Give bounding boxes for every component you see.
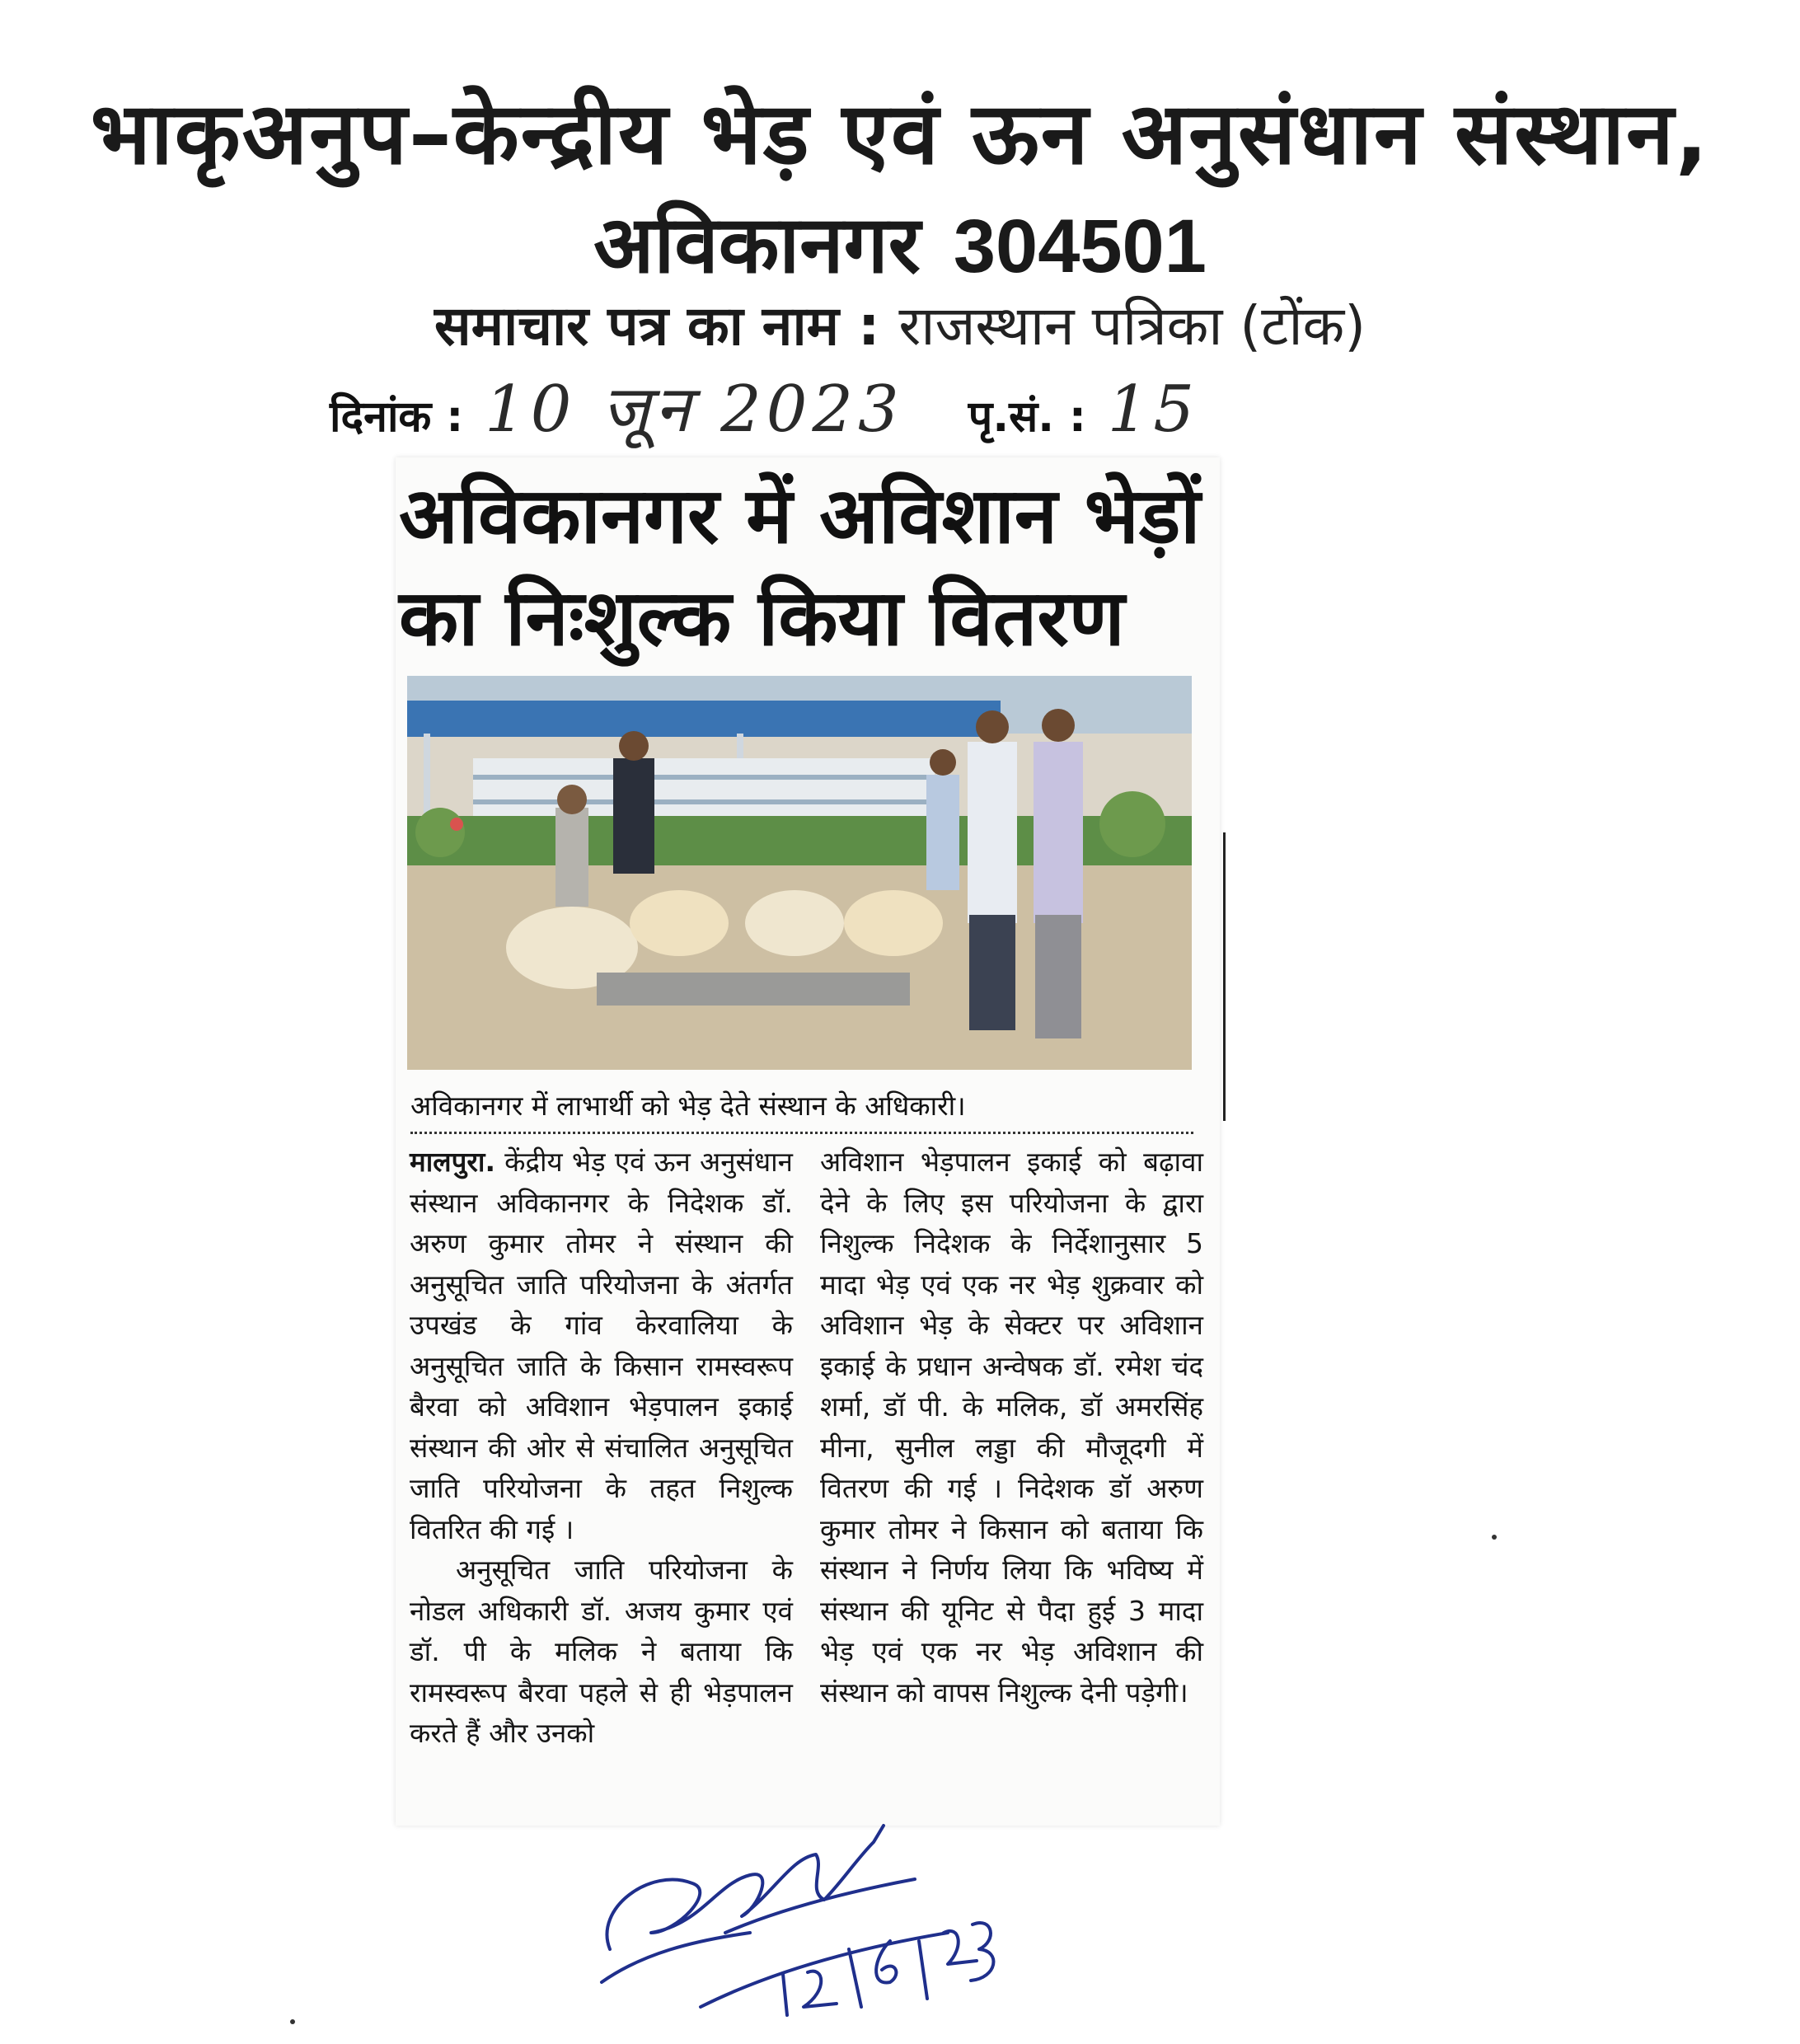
clipping-edge (1223, 832, 1226, 1121)
page-label: पृ.सं. (968, 392, 1054, 442)
newspaper-label: समाचार पत्र का नाम : (434, 294, 880, 358)
newspaper-name: राजस्थान पत्रिका (टोंक) (898, 294, 1366, 358)
stray-dot (1492, 1535, 1497, 1540)
article-column-2 (820, 1142, 1203, 1713)
article-headline (399, 466, 1207, 670)
page-value: 15 (1107, 373, 1200, 447)
stray-dot (290, 2019, 295, 2024)
pin-code: 304501 (953, 204, 1207, 288)
dateline: मालपुरा. (410, 1146, 495, 1178)
paragraph: अनुसूचित जाति परियोजना के नोडल अधिकारी डॉ. अजय कुमार एवं डॉ. पी के मलिक ने बताया कि रामस्वरूप बैरवा पहले से ही भेड़पालन करते हैं और उनको (410, 1554, 793, 1749)
handwritten-signature (577, 1809, 1005, 2040)
institute-title: भाकृअनुप–केन्द्रीय भेड़ एवं ऊन अनुसंधान संस्थान, (90, 83, 1710, 184)
newspaper-line (0, 287, 1800, 361)
headline-line-2: का निःशुल्क किया वितरण (399, 574, 1125, 663)
photo-illustration (407, 676, 1192, 1070)
institute-location (0, 188, 1800, 296)
article-column-1 (410, 1142, 793, 1754)
paragraph: अविशान भेड़पालन इकाई को बढ़ावा देने के लिए इस परियोजना के द्वारा निशुल्क निदेशक के निर्देशानुसार 5 मादा भेड़ एवं एक नर भेड़ शुक्रवार को अविशान भेड़ के सेक्टर पर अविशान इकाई के प्रधान अन्वेषक डॉ. रमेश चंद शर्मा, डॉ पी. के मलिक, डॉ अमरसिंह मीना, सुनील लड्डा की मौजूदगी में वितरण की गई । निदेशक डॉ अरुण कुमार तोमर ने किसान को बताया कि संस्थान ने निर्णय लिया कि भविष्य में संस्थान की यूनिट से पैदा हुई 3 मादा भेड़ एवं एक नर भेड़ अविशान की संस्थान को वापस निशुल्क देनी पड़ेगी। (820, 1146, 1203, 1709)
paragraph-text: केंद्रीय भेड़ एवं ऊन अनुसंधान संस्थान अविकानगर के निदेशक डॉ. अरुण कुमार तोमर ने संस्थान की अनुसूचित जाति परियोजना के अंतर्गत उपखंड के गांव केरवालिया के अनुसूचित जाति के किसान रामस्वरूप बैरवा को अविशान भेड़पालन इकाई संस्थान की ओर से संचालित अनुसूचित जाति परियोजना के तहत निशुल्क वितरित की गई । (410, 1146, 793, 1545)
photo-caption: अविकानगर में लाभार्थी को भेड़ देते संस्थान के अधिकारी। (410, 1086, 1193, 1134)
date-label: दिनांक (330, 392, 432, 442)
headline-line-1: अविकानगर में अविशान भेड़ों (399, 471, 1201, 561)
article-photo (407, 676, 1192, 1070)
paragraph (410, 1142, 793, 1549)
date-line: दिनांक : 10 जून 2023 पृ.सं. : 15 (330, 373, 1200, 447)
location-name: अविकानगर (593, 199, 921, 291)
date-value: 10 जून 2023 (485, 373, 904, 447)
